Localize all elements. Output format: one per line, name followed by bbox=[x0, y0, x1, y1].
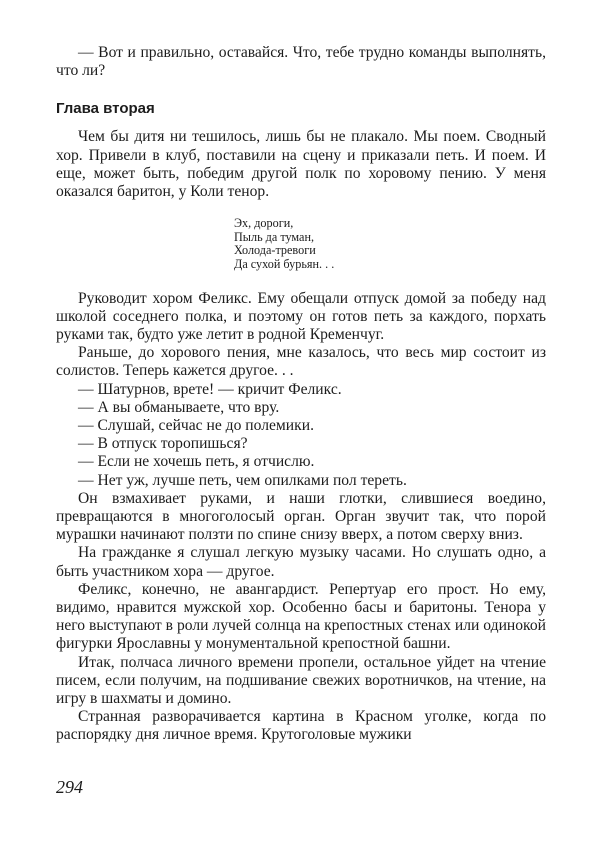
dialogue-line: — Слушай, сейчас не до полемики. bbox=[78, 417, 314, 435]
page-number: 294 bbox=[56, 777, 83, 797]
poem-stanza bbox=[234, 217, 546, 271]
dialogue-line: — Нет уж, лучше петь, чем опилками пол тереть. bbox=[78, 471, 407, 489]
dialogue-block bbox=[56, 381, 546, 490]
paragraph: На гражданке я слушал легкую музыку часами. Но слушать одно, а быть участником хора — другое. bbox=[56, 544, 546, 580]
dialogue-line: — А вы обманываете, что вру. bbox=[78, 398, 280, 416]
paragraph: Он взмахивает руками, и наши глотки, слившиеся воедино, превращаются в многоголосый орган. Орган звучит так, что порой мурашки начинают ползти по спине снизу вверх, а потом сверху вниз. bbox=[56, 489, 546, 544]
dialogue-line: — Если не хочешь петь, я отчислю. bbox=[78, 453, 315, 471]
chapter-title: Глава вторая bbox=[56, 100, 155, 118]
paragraph: Странная разворачивается картина в Красном уголке, когда по распорядку дня личное время. Крутоголовые мужики bbox=[56, 708, 546, 744]
poem-line: Пыль да туман, bbox=[234, 229, 315, 244]
paragraph: Руководит хором Феликс. Ему обещали отпуск домой за победу над школой соседнего полка, и поэтому он готов петь за каждого, порхать руками так, будто уже летит в родной Кременчуг. bbox=[56, 289, 546, 343]
dialogue-line: — Шатурнов, врете! — кричит Феликс. bbox=[78, 380, 342, 398]
book-page bbox=[56, 44, 546, 824]
poem-line: Да сухой бурьян. . . bbox=[234, 257, 335, 271]
poem-line: Эх, дороги, bbox=[234, 216, 294, 231]
dialogue-line: — В отпуск торопишься? bbox=[78, 435, 248, 453]
paragraph: Феликс, конечно, не авангардист. Репертуар его прост. Но ему, видимо, нравится мужской хор. Особенно басы и баритоны. Тенора у него выступают в роли лучей солнца на крепостных стенах или одинокой фигурки Ярославны у монументальной крепостной башни. bbox=[56, 580, 546, 653]
paragraph: Итак, полчаса личного времени пропели, остальное уйдет на чтение писем, если получим, на подшивание свежих воротничков, на чтение, на игру в шахматы и домино. bbox=[56, 653, 546, 708]
poem-line: Холода-тревоги bbox=[234, 243, 316, 258]
paragraph: Раньше, до хорового пения, мне казалось, что весь мир состоит из солистов. Теперь кажется другое. . . bbox=[56, 344, 546, 380]
paragraph: Чем бы дитя ни тешилось, лишь бы не плакало. Мы поем. Сводный хор. Привели в клуб, поставили на сцену и приказали петь. И поем. И еще, может быть, победим другой полк по хоровому пению. У меня оказался баритон, у Коли тенор. bbox=[56, 128, 546, 201]
opening-dialogue: — Вот и правильно, оставайся. Что, тебе трудно команды выполнять, что ли? bbox=[56, 44, 546, 80]
